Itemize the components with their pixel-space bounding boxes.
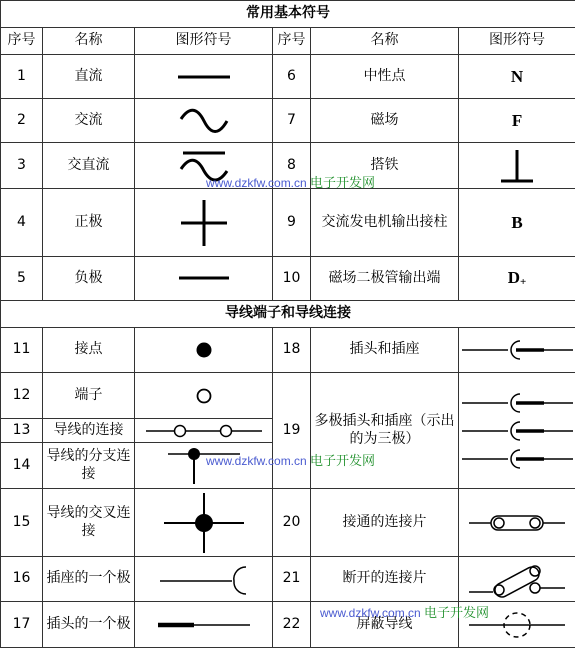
symbol-name: 端子 <box>43 373 135 419</box>
watermark <box>206 450 375 469</box>
symbol-name: 导线的连接 <box>43 419 135 443</box>
table-row <box>1 373 575 419</box>
row-number: 14 <box>1 443 43 489</box>
symbol-letter <box>459 189 575 257</box>
row-number: 20 <box>273 489 311 557</box>
row-number: 16 <box>1 557 43 602</box>
col-header-no: 序号 <box>273 28 311 55</box>
watermark-site: 电子开发网 <box>310 453 375 468</box>
ground-icon <box>459 143 575 189</box>
table-row <box>1 189 575 257</box>
junction-dot-icon <box>135 328 273 373</box>
table-row <box>1 257 575 301</box>
section-title-basic: 常用基本符号 <box>1 1 575 28</box>
subscript-plus: + <box>520 276 526 288</box>
symbol-name <box>311 373 459 489</box>
symbol-name: 接点 <box>43 328 135 373</box>
wire-connection-icon <box>135 419 273 443</box>
row-number: 1 <box>1 55 43 99</box>
row-number: 15 <box>1 489 43 557</box>
row-number: 5 <box>1 257 43 301</box>
row-number: 7 <box>273 99 311 143</box>
plug-socket-icon <box>459 328 575 373</box>
socket-pole-icon <box>135 557 273 602</box>
symbol-name: 导线的分支连接 <box>43 443 135 489</box>
letter-b: B <box>511 213 522 232</box>
watermark <box>206 172 375 191</box>
col-header-symbol: 图形符号 <box>135 28 273 55</box>
row-number: 2 <box>1 99 43 143</box>
symbol-name: 断开的连接片 <box>311 557 459 602</box>
col-header-name: 名称 <box>43 28 135 55</box>
plus-icon <box>135 189 273 257</box>
row-number: 4 <box>1 189 43 257</box>
row-number: 11 <box>1 328 43 373</box>
multipole-plug-icon <box>459 373 575 489</box>
row-number: 9 <box>273 189 311 257</box>
symbol-name: 交流发电机输出接柱 <box>311 189 459 257</box>
row-number: 22 <box>273 602 311 648</box>
plug-pole-icon <box>135 602 273 648</box>
symbol-letter <box>459 99 575 143</box>
terminal-circle-icon <box>135 373 273 419</box>
column-header-row <box>1 28 575 55</box>
watermark <box>320 602 489 621</box>
row-number: 3 <box>1 143 43 189</box>
symbol-name: 搭铁 <box>311 143 459 189</box>
open-link-icon <box>459 557 575 602</box>
symbol-name: 负极 <box>43 257 135 301</box>
symbol-name: 直流 <box>43 55 135 99</box>
letter-f: F <box>512 111 522 130</box>
symbol-name: 插头的一个极 <box>43 602 135 648</box>
row-number: 12 <box>1 373 43 419</box>
row-number: 8 <box>273 143 311 189</box>
table-row <box>1 99 575 143</box>
symbol-name: 导线的交叉连接 <box>43 489 135 557</box>
table-row <box>1 328 575 373</box>
table-row <box>1 557 575 602</box>
table-row <box>1 489 575 557</box>
row-number: 18 <box>273 328 311 373</box>
closed-link-icon <box>459 489 575 557</box>
watermark-url: www.dzkfw.com.cn <box>320 606 421 620</box>
letter-n: N <box>511 67 523 86</box>
col-header-name: 名称 <box>311 28 459 55</box>
row-number: 6 <box>273 55 311 99</box>
row-number: 19 <box>273 373 311 489</box>
minus-icon <box>135 257 273 301</box>
watermark-url: www.dzkfw.com.cn <box>206 454 307 468</box>
symbol-name: 交流 <box>43 99 135 143</box>
row-number: 10 <box>273 257 311 301</box>
symbol-name: 插头和插座 <box>311 328 459 373</box>
symbol-name: 正极 <box>43 189 135 257</box>
table-row <box>1 55 575 99</box>
symbol-name: 交直流 <box>43 143 135 189</box>
watermark-url: www.dzkfw.com.cn <box>206 176 307 190</box>
symbol-name: 接通的连接片 <box>311 489 459 557</box>
symbol-name: 中性点 <box>311 55 459 99</box>
watermark-site: 电子开发网 <box>424 605 489 620</box>
row-number: 13 <box>1 419 43 443</box>
row-number: 21 <box>273 557 311 602</box>
row-number: 17 <box>1 602 43 648</box>
wire-cross-icon <box>135 489 273 557</box>
symbol-letter <box>459 55 575 99</box>
symbol-name: 屏蔽导线 <box>311 602 459 648</box>
multipole-name: 多极插头和插座（示出的为三极） <box>315 413 455 447</box>
letter-d: D <box>508 268 520 287</box>
symbol-name: 插座的一个极 <box>43 557 135 602</box>
watermark-site: 电子开发网 <box>310 175 375 190</box>
symbol-name: 磁场 <box>311 99 459 143</box>
col-header-symbol: 图形符号 <box>459 28 575 55</box>
dc-line-icon <box>135 55 273 99</box>
symbol-letter <box>459 257 575 301</box>
section-title-connections: 导线端子和导线连接 <box>1 301 575 328</box>
symbol-name: 磁场二极管输出端 <box>311 257 459 301</box>
ac-wave-icon <box>135 99 273 143</box>
col-header-no: 序号 <box>1 28 43 55</box>
